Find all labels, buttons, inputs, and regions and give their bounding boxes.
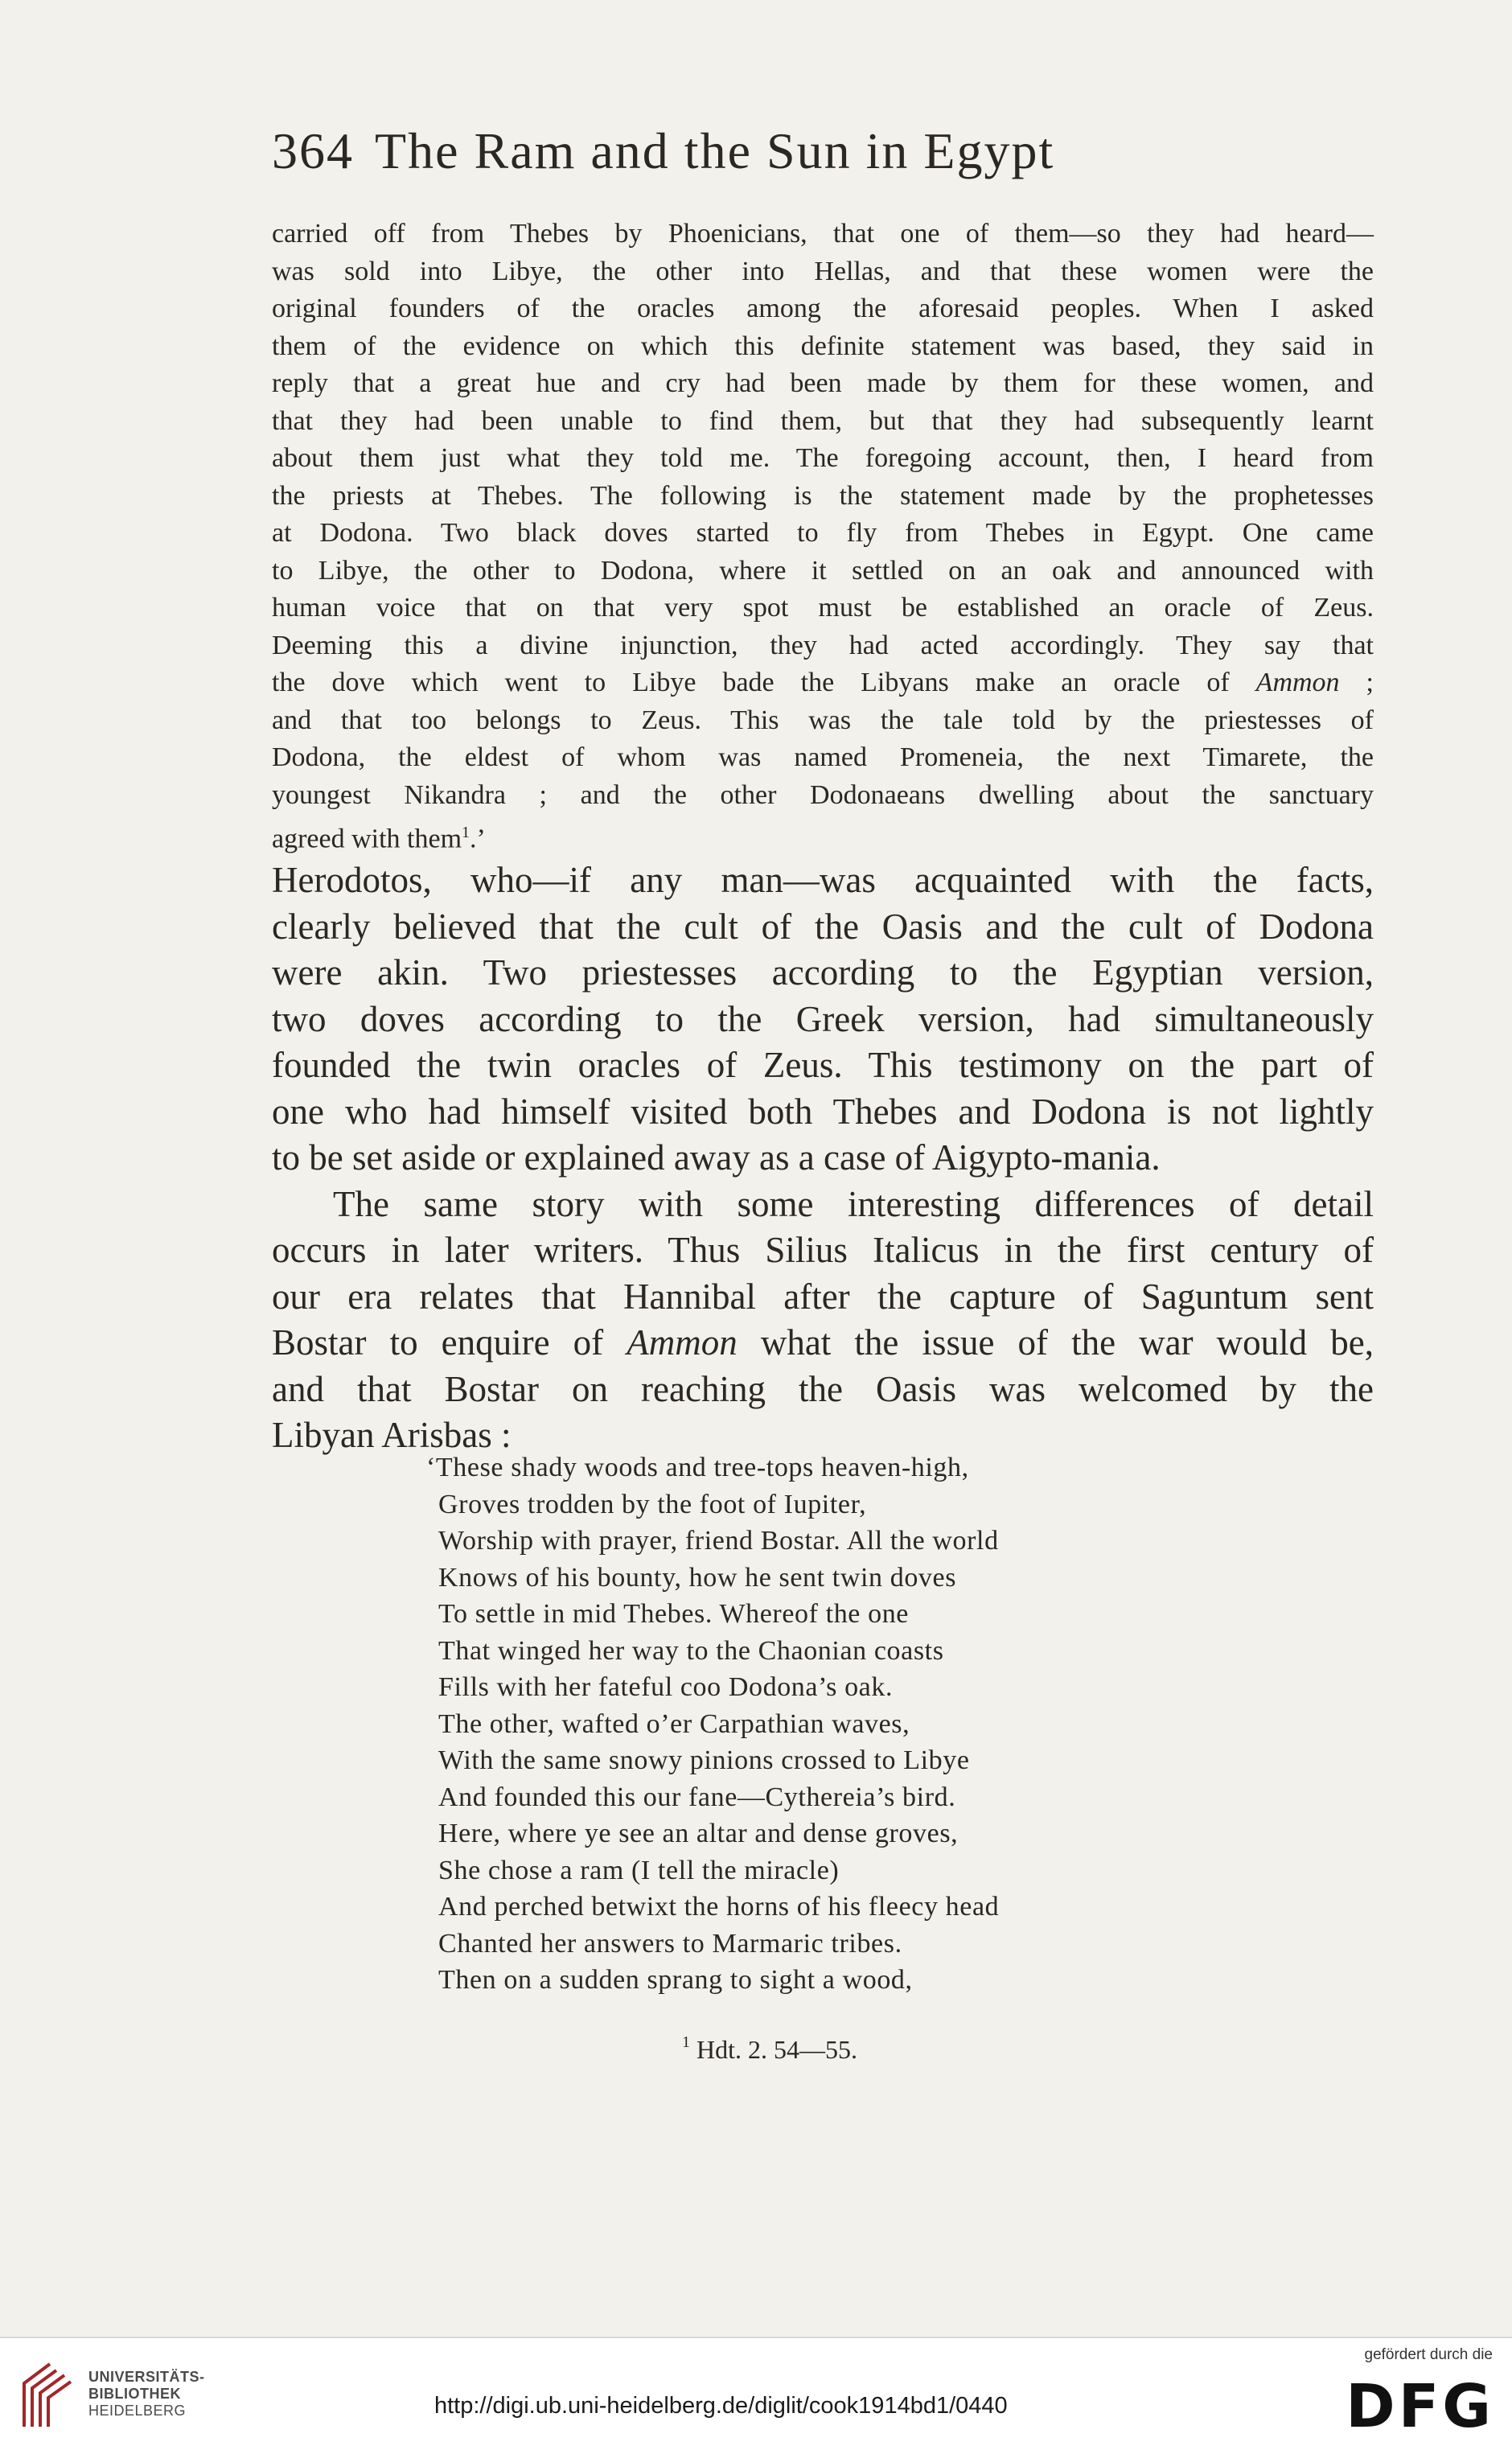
- quote-line: the priests at Thebes. The following is the statement made by the prophetesses: [272, 480, 1374, 511]
- verse-line: Fills with her fateful coo Dodona’s oak.: [438, 1672, 894, 1702]
- funding-label: gefördert durch die: [1364, 2346, 1493, 2363]
- verse-line: ‘These shady woods and tree-tops heaven-high,: [426, 1453, 969, 1482]
- paragraph-line: clearly believed that the cult of the Oasis and the cult of Dodona: [272, 906, 1374, 947]
- quote-line: [272, 814, 1374, 852]
- paragraph-line: and that Bostar on reaching the Oasis was welcomed by the: [272, 1368, 1374, 1409]
- library-name-line: HEIDELBERG: [88, 2403, 187, 2419]
- verse-line: Knows of his bounty, how he sent twin doves: [438, 1562, 957, 1593]
- paragraph-line: one who had himself visited both Thebes and Dodona is not lightly: [272, 1091, 1374, 1132]
- footer-bar: [0, 2337, 1512, 2446]
- quoted-translation: [272, 216, 1374, 852]
- quote-line-text: the dove which went to Libye bade the Libyans make an oracle of: [272, 668, 1230, 697]
- quote-line: original founders of the oracles among the aforesaid peoples. When I asked: [272, 294, 1374, 323]
- verse-line: With the same snowy pinions crossed to Libye: [438, 1745, 970, 1775]
- verse-line: That winged her way to the Chaonian coasts: [438, 1635, 944, 1666]
- dfg-logo[interactable]: DFG: [1346, 2372, 1494, 2441]
- quote-line: at Dodona. Two black doves started to fly from Thebes in Egypt. One came: [272, 518, 1374, 548]
- paragraph-line: The same story with some interesting differences of detail: [333, 1183, 1374, 1224]
- verse-line: To settle in mid Thebes. Whereof the one: [438, 1599, 909, 1629]
- quote-line: youngest Nikandra ; and the other Dodonaeans dwelling about the sanctuary: [272, 779, 1374, 810]
- verse-line: Then on a sudden sprang to sight a wood,: [438, 1965, 913, 1995]
- italic-ammon: Ammon: [1255, 668, 1340, 697]
- quote-line: to Libye, the other to Dodona, where it settled on an oak and announced with: [272, 555, 1374, 586]
- verse-quotation: [426, 1449, 1283, 1999]
- library-name: [88, 2369, 205, 2419]
- page-number: 364: [272, 122, 354, 179]
- library-name-line: BIBLIOTHEK: [88, 2386, 181, 2402]
- paragraph-line: were akin. Two priestesses according to the Egyptian version,: [272, 952, 1374, 993]
- paragraph-line: Herodotos, who—if any man—was acquainted with the facts,: [272, 860, 1374, 900]
- quote-line: [272, 664, 1374, 702]
- verse-line: Worship with prayer, friend Bostar. All the world: [438, 1526, 999, 1556]
- quote-line: them of the evidence on which this definite statement was based, they said in: [272, 331, 1374, 361]
- library-name-line: UNIVERSITÄTS-: [88, 2369, 205, 2385]
- quote-close: .’: [470, 824, 486, 854]
- verse-line: And founded this our fane—Cythereia’s bird.: [438, 1782, 956, 1812]
- paragraph-line: occurs in later writers. Thus Silius Italicus in the first century of: [272, 1230, 1374, 1270]
- quote-line-tail: ;: [1339, 668, 1374, 697]
- running-title: The Ram and the Sun in Egypt: [375, 122, 1055, 179]
- paragraph-line: [272, 1320, 1374, 1367]
- paragraph-line: two doves according to the Greek version, had simultaneously: [272, 998, 1374, 1039]
- quote-line-text: agreed with them: [272, 824, 462, 854]
- paragraph-text: what the issue of the war would be,: [737, 1322, 1374, 1363]
- quote-line: about them just what they told me. The foregoing account, then, I heard from: [272, 443, 1374, 473]
- paragraph-line: Libyan Arisbas :: [272, 1415, 512, 1455]
- paragraph-line: to be set aside or explained away as a case of Aigypto-mania.: [272, 1137, 1161, 1178]
- paragraph-line: founded the twin oracles of Zeus. This testimony on the part of: [272, 1045, 1374, 1085]
- verse-line: She chose a ram (I tell the miracle): [438, 1855, 840, 1885]
- footnote-reference[interactable]: 1: [462, 824, 470, 841]
- university-library-logo-icon[interactable]: [18, 2359, 74, 2432]
- verse-line: And perched betwixt the horns of his fleecy head: [438, 1892, 1000, 1922]
- quote-line: that they had been unable to find them, but that they had subsequently learnt: [272, 405, 1374, 436]
- main-text: [272, 857, 1374, 1459]
- quote-line: carried off from Thebes by Phoenicians, that one of them—so they had heard—: [272, 219, 1374, 249]
- permalink-url[interactable]: http://digi.ub.uni-heidelberg.de/diglit/cook1914bd1/0440: [434, 2393, 1008, 2419]
- quote-line: and that too belongs to Zeus. This was the tale told by the priestesses of: [272, 705, 1374, 735]
- quote-line: Deeming this a divine injunction, they had acted accordingly. They say that: [272, 630, 1374, 660]
- quote-line: human voice that on that very spot must be established an oracle of Zeus.: [272, 593, 1374, 623]
- verse-line: Groves trodden by the foot of Iupiter,: [438, 1489, 867, 1519]
- verse-line: Here, where ye see an altar and dense groves,: [438, 1819, 959, 1848]
- quote-line: was sold into Libye, the other into Hellas, and that these women were the: [272, 256, 1374, 286]
- running-head: [272, 119, 1378, 183]
- paragraph-line: our era relates that Hannibal after the capture of Saguntum sent: [272, 1276, 1374, 1317]
- footnote-mark: 1: [682, 2033, 690, 2051]
- verse-line: The other, wafted o’er Carpathian waves,: [438, 1708, 910, 1739]
- verse-line: Chanted her answers to Marmaric tribes.: [438, 1928, 902, 1959]
- quote-line: reply that a great hue and cry had been made by them for these women, and: [272, 368, 1374, 398]
- footnote-text: Hdt. 2. 54—55.: [696, 2035, 857, 2064]
- italic-ammon: Ammon: [627, 1322, 738, 1363]
- paragraph-text: Bostar to enquire of: [272, 1322, 627, 1363]
- footnote: [682, 2033, 857, 2065]
- quote-line: Dodona, the eldest of whom was named Promeneia, the next Timarete, the: [272, 742, 1374, 772]
